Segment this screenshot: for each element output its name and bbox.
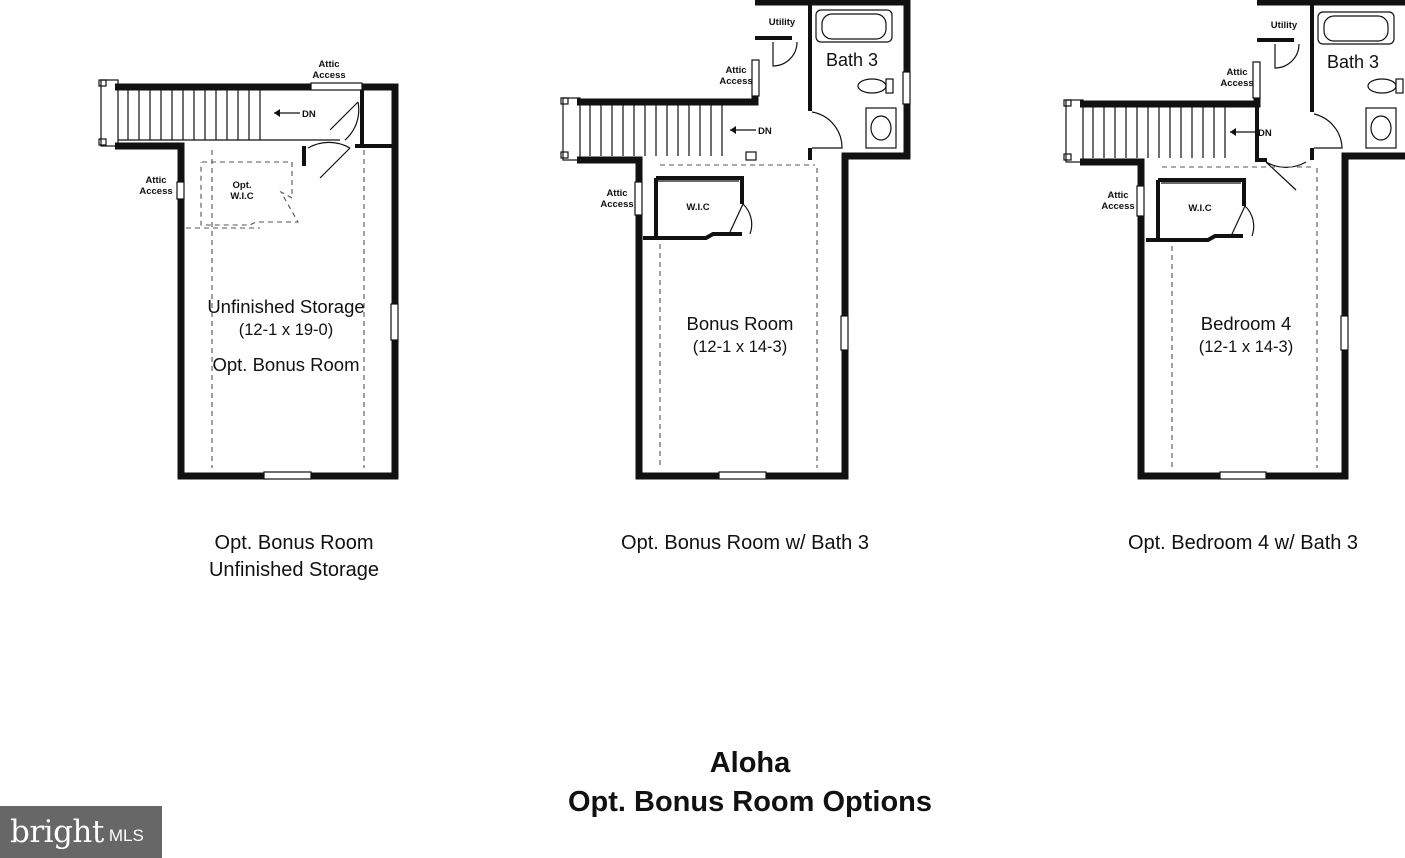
attic-access-hatch [752,60,759,96]
plan-caption: Opt. Bonus Room w/ Bath 3 [621,532,869,554]
closet-label: W.I.C [686,202,710,213]
attic-access-label: Attic [1226,67,1248,78]
door-swing [812,112,842,148]
sink [1366,108,1396,148]
room-name: Bonus Room [686,313,794,334]
plan-caption: Unfinished Storage [208,559,380,581]
bathtub [1318,12,1394,44]
attic-access-label: Access [719,76,753,87]
bath-label: Bath 3 [1326,52,1380,72]
plan-caption: Opt. Bedroom 4 w/ Bath 3 [1127,532,1359,554]
door-swing [330,102,359,140]
closet-label: W.I.C [230,191,254,202]
stair-down-label: DN [758,126,772,137]
attic-access-label: Attic [606,188,628,199]
toilet [1368,79,1403,93]
sheet-title: Aloha [709,747,791,779]
attic-access-label: Access [312,70,346,81]
closet-label: Opt. [232,180,252,191]
room-name: Bedroom 4 [1200,313,1292,334]
bath-label: Bath 3 [825,50,879,70]
plan-caption: Opt. Bonus Room [214,532,374,554]
logo-suffix-text: MLS [108,826,144,845]
room-dimensions: (12-1 x 19-0) [238,321,334,339]
bathtub [816,10,892,42]
stair-down-label: DN [302,109,316,120]
logo-brand-text: bright [10,814,104,850]
attic-access-label: Access [1220,78,1254,89]
attic-access-hatch [635,182,642,215]
window [903,72,910,104]
staircase [1064,100,1225,162]
utility-label: Utility [1270,20,1298,31]
plan-bonus-room-bath [561,2,910,554]
attic-access-hatch [1253,62,1260,98]
attic-access-label: Attic [318,59,340,70]
staircase [561,98,756,160]
attic-access-label: Attic [145,175,167,186]
brightmls-logo [0,806,162,858]
window [719,472,766,479]
attic-access-hatch [177,182,184,199]
room-name: Unfinished Storage [207,296,365,317]
door-swing [308,142,350,178]
attic-access-label: Access [139,186,173,197]
door-swing [1266,162,1306,190]
door-swing [1232,206,1254,236]
attic-access-label: Access [600,199,634,210]
door-swing [1314,114,1342,148]
closet-label: W.I.C [1188,203,1212,214]
sink [866,108,896,148]
room-option-label: Opt. Bonus Room [212,354,360,375]
attic-access-hatch [1137,186,1144,216]
window [841,316,848,350]
utility-label: Utility [768,17,796,28]
stair-down-label: DN [1258,128,1272,139]
room-dimensions: (12-1 x 14-3) [1198,338,1294,356]
attic-access-label: Access [1101,201,1135,212]
attic-access-hatch [311,83,362,90]
window [1341,316,1348,350]
door-swing [730,204,752,234]
window [1220,472,1266,479]
window [264,472,311,479]
door-swing [1275,44,1299,68]
attic-access-label: Attic [725,65,747,76]
room-dimensions: (12-1 x 14-3) [692,338,788,356]
attic-access-label: Attic [1107,190,1129,201]
door-swing [773,42,797,66]
sheet-subtitle: Opt. Bonus Room Options [567,786,933,818]
window [391,304,398,340]
toilet [858,79,893,93]
plan-unfinished-storage [99,59,398,581]
plan-bedroom-bath [1064,2,1405,554]
